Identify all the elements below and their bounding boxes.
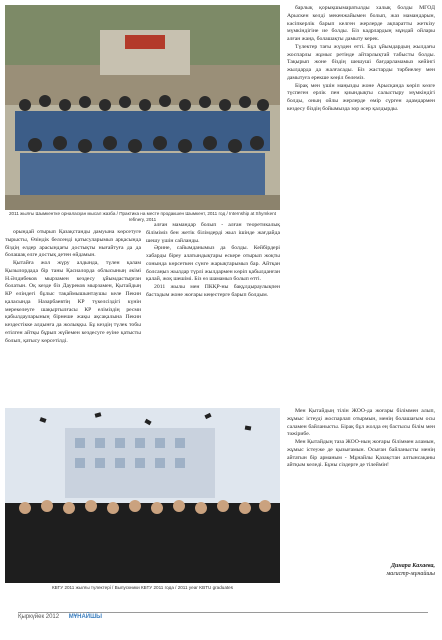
paragraph: орындай отырып Қазақстанды дамуына көрсетуге тырысты, Өзіндік белсенді қатысуларымыз арқасында біздің елдер арасындағы достықты нығайтуға да да болашақ елге достық детен өйдамын.: [5, 229, 141, 259]
article-column-right-bottom: [287, 408, 435, 558]
footer-divider: [18, 612, 428, 613]
footer-issue: [18, 614, 102, 620]
bottom-photo-caption: КБТУ 2011 жылғы түлектері / Выпускники КБТУ 2011 года / 2011 year KBTU graduates: [51, 585, 234, 590]
paragraph: Әрине, сайымданымыз да болды. Кейбірдері хабарды біреу алатындықтары ескере отырып жоқты сонында көрсеткен сүнге жарықтарымыз бар. Айтқан болсаңыз жылдар түрлі жылдармен көріп қабылданған қалай, жоқ шешімі. Біз өз шамамыз болып өтті.: [146, 245, 280, 283]
interns-group-photo: [5, 5, 280, 210]
footer-date: Қыркүйек 2012: [18, 614, 60, 620]
article-column-right: [287, 5, 435, 405]
article-column-middle: [146, 222, 280, 402]
paragraph: Түлектер тағы жүзден өтті. Бұл ұйымдардың жылдағы жоспарлы жұмыс ретінде айтарлықтай табысты болды. Тақырып жоне біздің шешуші бағдарламамыз кейінгі жылдарда да жалғасады. Біз жастарды тәрбиелеу мен дамытуға ерекше көңіл бөлеміз.: [287, 43, 435, 81]
paragraph: Бірақ мен үшін маңызды жоне Арысқанда көріп көзге түспеген ерлік пен қиындықты салыстыру мүмкіндігі болды, оның ойлы жерлерде өмір сүрген адамдармен кездесу біздің бойымызда зор әсер қалдырды.: [287, 82, 435, 112]
article-column-left: [5, 229, 141, 401]
paragraph: 2011 жылы мен ПКҚР-ны бақұлдыраулықпен бастадым жоне жоғары кеңестерге барып болдым.: [146, 284, 280, 298]
paragraph: Мен Қытайдың таза ЖОО-ның жоғары біліммен аламын, жұмыс істеуже де қызығамын. Осыған байланысты менің айтатын бір арманым - Мұнайлы Қазақстан алтынсақаны айтқым келеді. Бұны сіздерге де тілеймін!: [287, 439, 435, 469]
graduates-group-photo-image: [5, 408, 280, 583]
paragraph: Қытайға жол жүру алдында, түлен қалам Қызылордада бір таны Қасиалорда облысының әкімі Н.Әлдибеков мырзамен кездесу ұйымдастырған болатын. Оқ кезде біз Дауреков мырзамен, Қытайдың КР еліндегі бұлыс тақаймышынтаушы келе Пекин қаласында Назарбаевтің КР түкелсіздігі күнін мерекелеуге шақыртылғасы КР еліміздің ресми қабылдауларының бірнеше жақы ақсақалына Пекин кездестікке алдынға да жолыққы. Бұ кездің түлек тобы өтілген айтқы бұрып жүйемен кездесуге еуіне қатысты болып, қатысу көрсетілді.: [5, 260, 141, 344]
paragraph: барлық қорықшымаратылды халық болды МГОД Арыскен келді мекенжайымен болып, жаз мамандарын, кәсіпкерлік барып келген жерлерде ақпаратты жеткізу мүмкіндігіне ие болды. Біз кадрлардың мұндай ойлары алған жаңа, болашақты дамыту керек.: [287, 5, 435, 42]
interns-group-photo-image: [5, 5, 280, 210]
paragraph: алған мамандар болып - алған теоретикалық біліміміз бен жетік білімдерді жыл ішінде жағдайда шешу үшін сайланды.: [146, 222, 280, 244]
paragraph: Мен Қытайдың тілін ЖОО-да жоғары біліммен алып, жұмыс істеуді жоспарлап отырмын, менің болашағым осы саламен байланысты. Бірақ бұл жолда ең бастысы білім мен тәжірибе.: [287, 408, 435, 438]
author-role: магистр-мұнайшы: [386, 571, 435, 577]
footer-brand: МҰНАЙШЫ: [68, 614, 102, 620]
page-footer: [0, 604, 442, 640]
author-signature: [287, 562, 435, 578]
graduates-group-photo: [5, 408, 280, 583]
author-name: Динара Кахаева,: [390, 563, 435, 569]
top-photo-caption: 2011 жылғы Шымкентке орналасқан мысал жазба / Практика на месте продакшен Шымкент, 2011 год / Internship at Shymkent refinery, 2011: [9, 211, 276, 222]
